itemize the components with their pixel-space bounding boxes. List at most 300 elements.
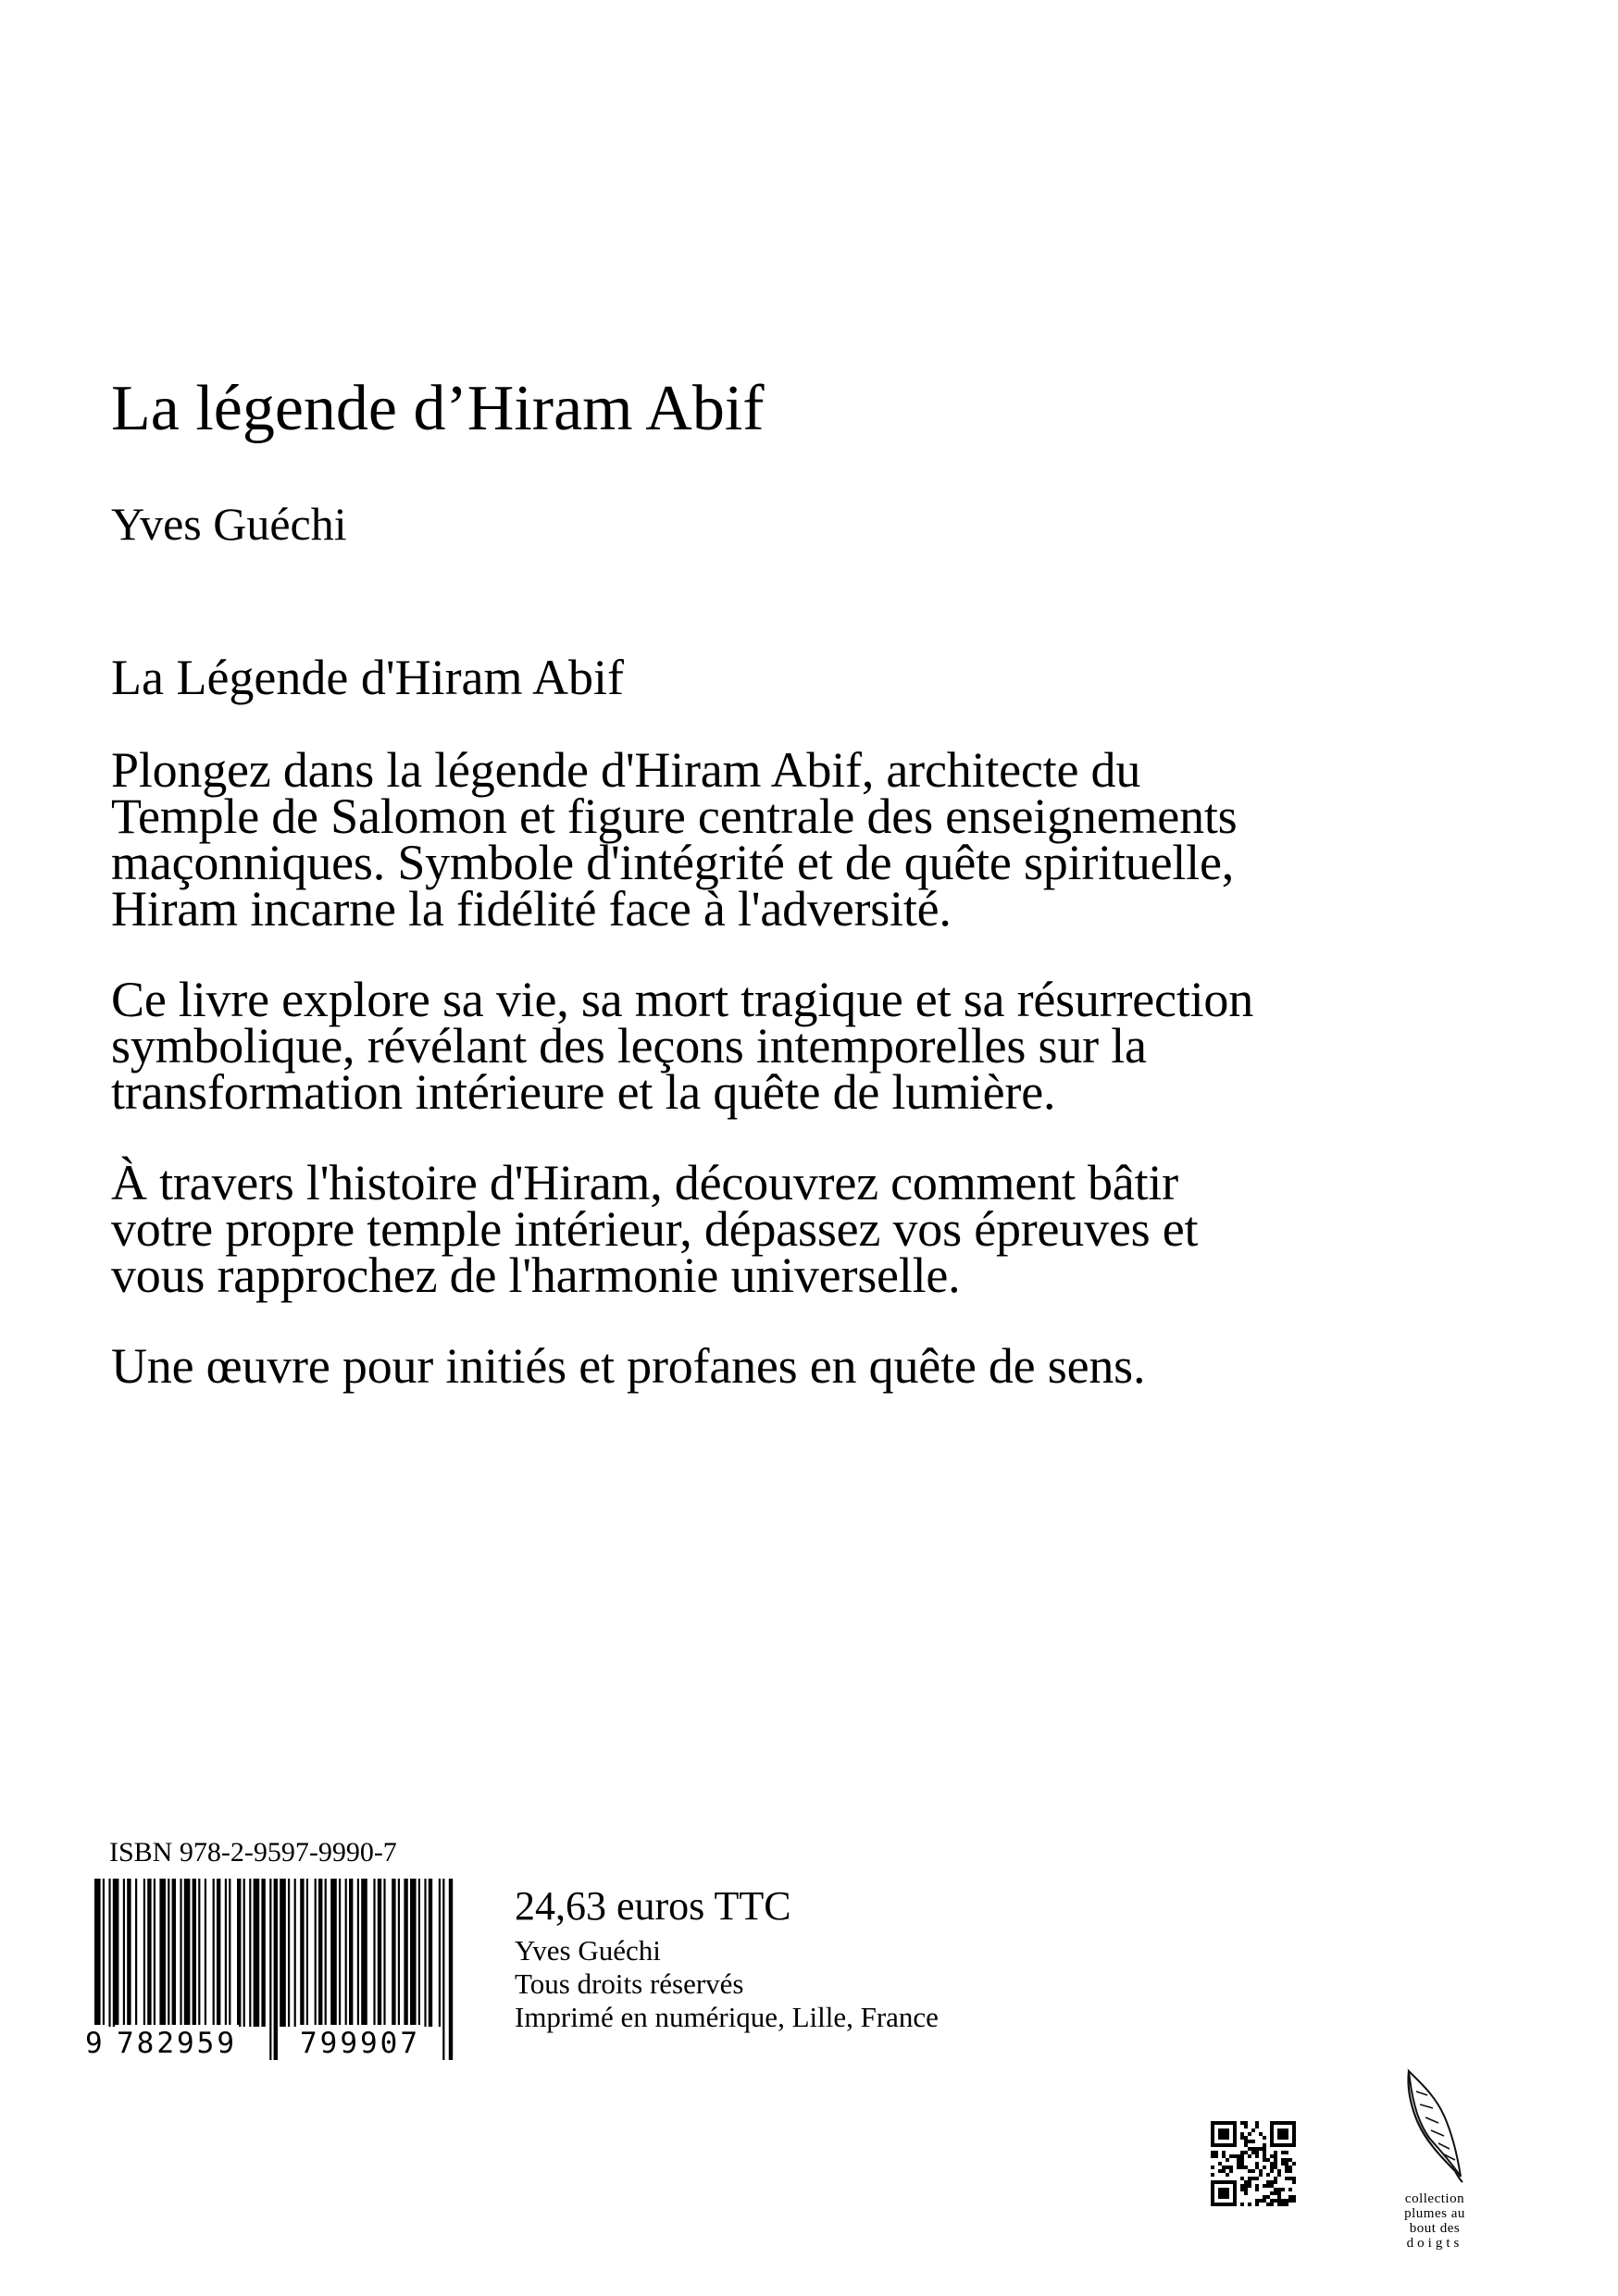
- qr-module: [1263, 2136, 1266, 2140]
- qr-module: [1274, 2158, 1277, 2162]
- barcode-bar: [439, 1879, 441, 2027]
- collection-label: [1370, 2191, 1500, 2251]
- qr-module: [1229, 2154, 1233, 2158]
- qr-module: [1240, 2158, 1244, 2162]
- qr-module: [1214, 2180, 1218, 2184]
- barcode-bar: [172, 1879, 176, 2027]
- qr-module: [1211, 2180, 1214, 2184]
- qr-module: [1211, 2195, 1214, 2199]
- qr-module: [1226, 2143, 1229, 2147]
- barcode-bar: [249, 1879, 251, 2027]
- qr-module: [1218, 2191, 1222, 2195]
- qr-module: [1222, 2166, 1226, 2169]
- qr-module: [1255, 2199, 1259, 2203]
- qr-module: [1218, 2180, 1222, 2184]
- qr-module: [1274, 2188, 1277, 2191]
- qr-module: [1229, 2180, 1233, 2184]
- qr-module: [1270, 2162, 1274, 2166]
- qr-module: [1285, 2199, 1288, 2203]
- barcode-bar: [418, 1879, 420, 2027]
- qr-module: [1251, 2128, 1255, 2132]
- qr-module: [1288, 2199, 1292, 2203]
- qr-module: [1214, 2203, 1218, 2206]
- qr-module: [1285, 2158, 1288, 2162]
- qr-module: [1211, 2166, 1214, 2169]
- qr-module: [1240, 2121, 1244, 2125]
- qr-module: [1244, 2121, 1248, 2125]
- qr-module: [1263, 2154, 1266, 2158]
- barcode-bar: [288, 1879, 290, 2027]
- isbn-label: ISBN 978-2-9597-9990-7: [109, 1837, 397, 1868]
- barcode-bar: [404, 1879, 407, 2027]
- book-author: Yves Guéchi: [111, 498, 347, 550]
- qr-module: [1292, 2132, 1296, 2136]
- qr-module: [1263, 2143, 1266, 2147]
- qr-module: [1229, 2203, 1233, 2206]
- barcode-bar: [345, 1879, 347, 2027]
- qr-module: [1222, 2121, 1226, 2125]
- summary-section: [111, 648, 1259, 1433]
- qr-module: [1292, 2128, 1296, 2132]
- qr-module: [1248, 2140, 1251, 2143]
- qr-module: [1274, 2151, 1277, 2154]
- qr-module: [1281, 2151, 1285, 2154]
- qr-module: [1277, 2188, 1281, 2191]
- qr-module: [1211, 2199, 1214, 2203]
- qr-module: [1240, 2162, 1244, 2166]
- qr-module: [1226, 2173, 1229, 2177]
- qr-module: [1270, 2132, 1274, 2136]
- qr-module: [1248, 2180, 1251, 2184]
- summary-paragraph-1: Plongez dans la légende d'Hiram Abif, architecte du Temple de Salomon et figure centrale des enseignements maçonniques. Symbole d'intégrité et de quête spirituelle, Hiram incarne la fidélité face à l'adversité.: [111, 741, 1238, 937]
- qr-module: [1248, 2154, 1251, 2158]
- qr-module: [1237, 2166, 1240, 2169]
- qr-module: [1222, 2180, 1226, 2184]
- qr-module: [1214, 2151, 1218, 2154]
- barcode-bar: [357, 1879, 359, 2027]
- qr-module: [1270, 2199, 1274, 2203]
- qr-module: [1281, 2128, 1285, 2132]
- qr-module: [1266, 2158, 1270, 2162]
- qr-module: [1255, 2121, 1259, 2125]
- qr-module: [1222, 2151, 1226, 2154]
- qr-module: [1263, 2166, 1266, 2169]
- qr-module: [1285, 2162, 1288, 2166]
- qr-module: [1240, 2203, 1244, 2206]
- qr-module: [1229, 2169, 1233, 2173]
- qr-module: [1270, 2121, 1274, 2125]
- barcode-bar: [383, 1879, 385, 2027]
- qr-module: [1266, 2203, 1270, 2206]
- barcode-bar: [184, 1879, 191, 2027]
- qr-module: [1237, 2158, 1240, 2162]
- barcode-digits: [83, 2025, 463, 2062]
- qr-module: [1259, 2169, 1263, 2173]
- qr-module: [1214, 2154, 1218, 2158]
- qr-module: [1226, 2195, 1229, 2199]
- qr-module: [1240, 2188, 1244, 2191]
- qr-module: [1277, 2195, 1281, 2199]
- qr-module: [1274, 2143, 1277, 2147]
- qr-module: [1270, 2169, 1274, 2173]
- barcode-bar: [330, 1879, 337, 2027]
- qr-module: [1248, 2184, 1251, 2188]
- qr-module: [1229, 2143, 1233, 2147]
- barcode-bar: [243, 1879, 245, 2027]
- barcode-digits-left: 782959: [117, 2027, 237, 2060]
- publishing-info: [515, 1882, 939, 2034]
- qr-module: [1240, 2136, 1244, 2140]
- qr-module: [1270, 2191, 1274, 2195]
- qr-module: [1211, 2121, 1214, 2125]
- qr-module: [1274, 2199, 1277, 2203]
- qr-module: [1233, 2136, 1237, 2140]
- qr-module: [1222, 2203, 1226, 2206]
- qr-module: [1292, 2180, 1296, 2184]
- qr-module: [1222, 2143, 1226, 2147]
- barcode-bar: [294, 1879, 296, 2027]
- barcode-bar: [392, 1879, 395, 2027]
- qr-module: [1211, 2173, 1214, 2177]
- qr-module: [1244, 2140, 1248, 2143]
- printing-notice: Imprimé en numérique, Lille, France: [515, 2001, 939, 2033]
- barcode-bar: [378, 1879, 381, 2027]
- qr-module: [1233, 2191, 1237, 2195]
- qr-module: [1274, 2154, 1277, 2158]
- qr-module: [1266, 2173, 1270, 2177]
- qr-module: [1244, 2180, 1248, 2184]
- qr-module: [1240, 2132, 1244, 2136]
- qr-module: [1292, 2136, 1296, 2140]
- qr-module: [1277, 2128, 1281, 2132]
- qr-module: [1218, 2188, 1222, 2191]
- qr-module: [1233, 2180, 1237, 2184]
- qr-module: [1288, 2188, 1292, 2191]
- collection-line-1: collection: [1404, 2191, 1465, 2206]
- qr-module: [1285, 2128, 1288, 2132]
- summary-paragraph-2: Ce livre explore sa vie, sa mort tragique et sa résurrection symbolique, révélant des leçons intemporelles sur la transformation intérieure et la quête de lumière.: [111, 971, 1254, 1120]
- qr-module: [1240, 2151, 1244, 2154]
- qr-module: [1222, 2188, 1226, 2191]
- qr-module: [1277, 2121, 1281, 2125]
- qr-module: [1274, 2180, 1277, 2184]
- qr-module: [1288, 2195, 1292, 2199]
- qr-module: [1226, 2166, 1229, 2169]
- qr-module: [1270, 2166, 1274, 2169]
- barcode-bar: [325, 1879, 327, 2027]
- qr-module: [1222, 2154, 1226, 2158]
- qr-module: [1226, 2203, 1229, 2206]
- rights-notice: Tous droits réservés: [515, 1967, 744, 2000]
- qr-module: [1285, 2166, 1288, 2169]
- qr-module: [1281, 2203, 1285, 2206]
- qr-module: [1255, 2203, 1259, 2206]
- qr-module: [1259, 2147, 1263, 2151]
- qr-module: [1226, 2188, 1229, 2191]
- qr-module: [1255, 2125, 1259, 2128]
- barcode-digits-right: 799907: [300, 2027, 420, 2060]
- qr-module: [1274, 2121, 1277, 2125]
- barcode-bar: [159, 1879, 166, 2027]
- barcode-bar: [373, 1879, 375, 2027]
- qr-module: [1263, 2195, 1266, 2199]
- qr-module: [1244, 2125, 1248, 2128]
- qr-module: [1255, 2154, 1259, 2158]
- qr-module: [1211, 2188, 1214, 2191]
- qr-module: [1226, 2121, 1229, 2125]
- qr-module: [1218, 2162, 1222, 2166]
- qr-module: [1226, 2180, 1229, 2184]
- qr-module: [1259, 2173, 1263, 2177]
- qr-module: [1214, 2121, 1218, 2125]
- barcode-bar: [143, 1879, 145, 2027]
- qr-module: [1244, 2136, 1248, 2140]
- qr-module: [1248, 2203, 1251, 2206]
- qr-module: [1233, 2184, 1237, 2188]
- barcode-bar: [300, 1879, 304, 2027]
- qr-module: [1292, 2125, 1296, 2128]
- qr-module: [1288, 2166, 1292, 2169]
- qr-module: [1248, 2177, 1251, 2180]
- qr-module: [1270, 2128, 1274, 2132]
- barcode-bar: [306, 1879, 308, 2027]
- qr-module: [1211, 2128, 1214, 2132]
- qr-module: [1277, 2203, 1281, 2206]
- summary-paragraph-4: Une œuvre pour initiés et profanes en quête de sens.: [111, 1337, 1146, 1394]
- qr-module: [1266, 2184, 1270, 2188]
- qr-module: [1259, 2199, 1263, 2203]
- qr-module: [1244, 2166, 1248, 2169]
- barcode-bar: [339, 1879, 341, 2027]
- qr-module: [1211, 2154, 1214, 2158]
- barcode-bar: [113, 1879, 119, 2027]
- barcode-bar: [229, 1879, 230, 2027]
- qr-module: [1292, 2195, 1296, 2199]
- barcode-bar: [254, 1879, 260, 2027]
- qr-module: [1211, 2136, 1214, 2140]
- barcode-bar: [198, 1879, 200, 2027]
- qr-module: [1285, 2177, 1288, 2180]
- qr-module: [1233, 2143, 1237, 2147]
- qr-module: [1211, 2203, 1214, 2206]
- qr-module: [1251, 2140, 1255, 2143]
- barcode-bar: [237, 1879, 241, 2027]
- barcode-bar: [147, 1879, 151, 2027]
- qr-module: [1270, 2125, 1274, 2128]
- qr-module: [1281, 2143, 1285, 2147]
- qr-module: [1292, 2162, 1296, 2166]
- qr-module: [1211, 2132, 1214, 2136]
- qr-module: [1233, 2188, 1237, 2191]
- qr-module: [1281, 2188, 1285, 2191]
- qr-module: [1292, 2199, 1296, 2203]
- qr-module: [1285, 2169, 1288, 2173]
- qr-module: [1255, 2147, 1259, 2151]
- qr-module: [1274, 2162, 1277, 2166]
- qr-module: [1281, 2199, 1285, 2203]
- qr-module: [1251, 2169, 1255, 2173]
- summary-paragraph-3: À travers l'histoire d'Hiram, découvrez comment bâtir votre propre temple intérieur, dépassez vos épreuves et vous rapprochez de l'harmonie universelle.: [111, 1154, 1199, 1303]
- qr-module: [1240, 2154, 1244, 2158]
- feather-logo-icon: [1401, 2064, 1468, 2184]
- barcode-bar: [225, 1879, 227, 2027]
- qr-module: [1266, 2180, 1270, 2184]
- qr-module: [1237, 2154, 1240, 2158]
- summary-heading: La Légende d'Hiram Abif: [111, 650, 625, 705]
- qr-module: [1274, 2166, 1277, 2169]
- qr-module: [1218, 2195, 1222, 2199]
- qr-module: [1285, 2121, 1288, 2125]
- barcode-bar: [123, 1879, 125, 2027]
- qr-module: [1244, 2191, 1248, 2195]
- collection-line-2: plumes au: [1404, 2206, 1465, 2221]
- qr-module: [1222, 2191, 1226, 2195]
- book-title: La légende d’Hiram Abif: [111, 373, 765, 444]
- barcode-bar: [424, 1879, 426, 2027]
- qr-module: [1255, 2151, 1259, 2154]
- barcode-bar: [217, 1879, 220, 2027]
- qr-module: [1288, 2158, 1292, 2162]
- price: 24,63 euros TTC: [515, 1883, 791, 1929]
- qr-module: [1240, 2184, 1244, 2188]
- qr-module: [1259, 2132, 1263, 2136]
- qr-module: [1263, 2151, 1266, 2154]
- qr-module: [1244, 2151, 1248, 2154]
- qr-module: [1285, 2132, 1288, 2136]
- qr-module: [1263, 2147, 1266, 2151]
- qr-module: [1277, 2169, 1281, 2173]
- qr-module: [1277, 2199, 1281, 2203]
- qr-module: [1233, 2140, 1237, 2143]
- qr-module: [1255, 2184, 1259, 2188]
- qr-module: [1214, 2143, 1218, 2147]
- qr-module: [1218, 2132, 1222, 2136]
- qr-module: [1255, 2188, 1259, 2191]
- qr-module: [1218, 2203, 1222, 2206]
- qr-module: [1244, 2184, 1248, 2188]
- barcode-bar: [349, 1879, 353, 2027]
- barcode-bar: [315, 1879, 317, 2027]
- qr-module: [1288, 2121, 1292, 2125]
- qr-module: [1288, 2177, 1292, 2180]
- barcode-bar: [205, 1879, 206, 2027]
- qr-module: [1229, 2166, 1233, 2169]
- qr-module: [1237, 2162, 1240, 2166]
- qr-module: [1277, 2191, 1281, 2195]
- barcode-bar: [168, 1879, 169, 2027]
- qr-module: [1274, 2177, 1277, 2180]
- qr-module: [1248, 2132, 1251, 2136]
- qr-module: [1233, 2199, 1237, 2203]
- barcode-bar: [361, 1879, 367, 2027]
- barcode-bar: [154, 1879, 156, 2027]
- barcode: [83, 1879, 463, 2060]
- barcode-bar: [318, 1879, 322, 2027]
- barcode-bar: [410, 1879, 417, 2027]
- qr-module: [1288, 2143, 1292, 2147]
- qr-module: [1229, 2121, 1233, 2125]
- qr-module: [1263, 2158, 1266, 2162]
- qr-module: [1277, 2136, 1281, 2140]
- qr-module: [1263, 2184, 1266, 2188]
- qr-module: [1266, 2195, 1270, 2199]
- qr-module: [1222, 2136, 1226, 2140]
- qr-module: [1274, 2191, 1277, 2195]
- qr-module: [1281, 2121, 1285, 2125]
- qr-module: [1244, 2143, 1248, 2147]
- barcode-bar: [398, 1879, 400, 2027]
- qr-module: [1211, 2151, 1214, 2154]
- barcode-bar: [127, 1879, 131, 2027]
- qr-module: [1285, 2203, 1288, 2206]
- barcode-bar: [213, 1879, 215, 2027]
- qr-module: [1270, 2184, 1274, 2188]
- qr-module: [1233, 2203, 1237, 2206]
- qr-module: [1251, 2177, 1255, 2180]
- qr-module: [1248, 2147, 1251, 2151]
- qr-module: [1211, 2191, 1214, 2195]
- qr-module: [1277, 2173, 1281, 2177]
- barcode-bar: [193, 1879, 196, 2027]
- qr-module: [1218, 2169, 1222, 2173]
- qr-module: [1281, 2132, 1285, 2136]
- qr-module: [1270, 2154, 1274, 2158]
- barcode-bar: [280, 1879, 286, 2027]
- qr-module: [1233, 2128, 1237, 2132]
- qr-module: [1233, 2195, 1237, 2199]
- qr-module: [1251, 2151, 1255, 2154]
- qr-module: [1292, 2140, 1296, 2143]
- barcode-bar: [108, 1879, 110, 2027]
- qr-code-icon: [1211, 2121, 1296, 2206]
- qr-module: [1222, 2169, 1226, 2173]
- qr-module: [1226, 2132, 1229, 2136]
- qr-module: [1292, 2121, 1296, 2125]
- qr-module: [1255, 2177, 1259, 2180]
- qr-module: [1218, 2143, 1222, 2147]
- publisher-author: Yves Guéchi: [515, 1934, 661, 1967]
- qr-module: [1233, 2154, 1237, 2158]
- qr-module: [1222, 2128, 1226, 2132]
- qr-module: [1292, 2143, 1296, 2147]
- barcode-bar: [429, 1879, 432, 2027]
- qr-module: [1226, 2136, 1229, 2140]
- qr-module: [1226, 2158, 1229, 2162]
- qr-module: [1226, 2191, 1229, 2195]
- qr-module: [1285, 2136, 1288, 2140]
- collection-line-3: bout des: [1409, 2221, 1461, 2236]
- qr-module: [1211, 2143, 1214, 2147]
- qr-module: [1244, 2188, 1248, 2191]
- qr-module: [1222, 2195, 1226, 2199]
- qr-module: [1270, 2136, 1274, 2140]
- qr-module: [1281, 2136, 1285, 2140]
- qr-module: [1277, 2143, 1281, 2147]
- qr-module: [1248, 2169, 1251, 2173]
- barcode-bar: [180, 1879, 181, 2027]
- qr-module: [1218, 2121, 1222, 2125]
- barcode-digit-first: 9: [85, 2027, 106, 2060]
- qr-module: [1263, 2199, 1266, 2203]
- qr-module: [1288, 2169, 1292, 2173]
- qr-module: [1233, 2121, 1237, 2125]
- qr-module: [1281, 2162, 1285, 2166]
- qr-module: [1255, 2162, 1259, 2166]
- qr-module: [1226, 2128, 1229, 2132]
- qr-module: [1218, 2128, 1222, 2132]
- qr-module: [1211, 2184, 1214, 2188]
- qr-module: [1240, 2166, 1244, 2169]
